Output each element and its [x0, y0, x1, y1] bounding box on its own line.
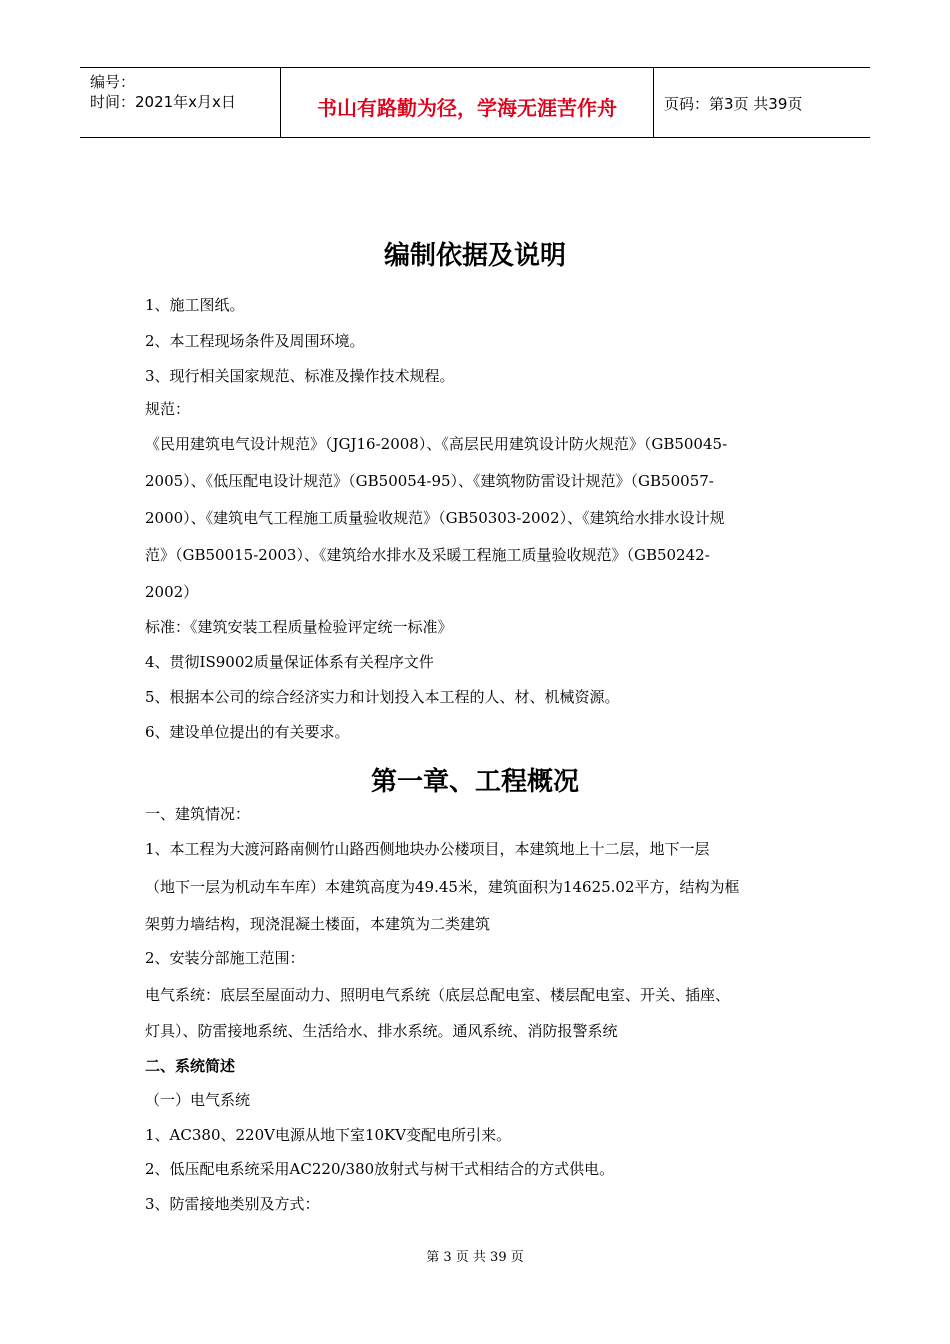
basis-line: 2005）、《低压配电设计规范》（GB50054-95）、《建筑物防雷设计规范》（GB50057-	[145, 472, 714, 490]
section-title: 二、系统简述	[145, 1057, 236, 1075]
basis-line: 2000）、《建筑电气工程施工质量验收规范》（GB50303-2002）、《建筑给水排水设计规	[145, 509, 725, 527]
systems-line: （一）电气系统	[145, 1091, 251, 1109]
header-meta-cell	[80, 68, 281, 137]
basis-line: 6、建设单位提出的有关要求。	[145, 723, 350, 741]
overview-line: （地下一层为机动车车库）本建筑高度为49.45米，建筑面积为14625.02平方，结构为框	[145, 878, 740, 896]
overview-line: 2、安装分部施工范围：	[145, 949, 305, 967]
basis-line: 规范：	[145, 400, 191, 418]
basis-line: 2、本工程现场条件及周围环境。	[145, 332, 365, 350]
overview-line: 架剪力墙结构，现浇混凝土楼面，本建筑为二类建筑	[145, 915, 491, 933]
systems-line: 3、防雷接地类别及方式：	[145, 1195, 320, 1213]
basis-line: 《民用建筑电气设计规范》（JGJ16-2008）、《高层民用建筑设计防火规范》（GB50045-	[145, 435, 728, 453]
header-page-cell	[654, 68, 870, 137]
overview-line: 一、建筑情况：	[145, 805, 251, 823]
overview-line: 灯具）、防雷接地系统、生活给水、排水系统。通风系统、消防报警系统	[145, 1022, 618, 1040]
basis-line: 范》（GB50015-2003）、《建筑给水排水及采暖工程施工质量验收规范》（GB50242-	[145, 546, 710, 564]
basis-line: 2002）	[145, 583, 199, 601]
time-label: 时间：2021年x月x日	[90, 93, 236, 111]
number-label: 编号：	[90, 73, 136, 91]
basis-line: 4、贯彻IS9002质量保证体系有关程序文件	[145, 653, 434, 671]
chapter-title: 第一章、工程概况	[370, 767, 579, 797]
motto: 书山有路勤为径，学海无涯苦作舟	[317, 96, 617, 120]
basis-line: 3、现行相关国家规范、标准及操作技术规程。	[145, 367, 455, 385]
systems-line: 1、AC380、220V电源从地下室10KV变配电所引来。	[145, 1126, 512, 1144]
basis-line: 标准：《建筑安装工程质量检验评定统一标准》	[145, 618, 453, 636]
overview-line: 1、本工程为大渡河路南侧竹山路西侧地块办公楼项目，本建筑地上十二层，地下一层	[145, 840, 710, 858]
page-info: 页码：第3页 共39页	[664, 95, 803, 113]
document-header	[80, 67, 870, 138]
overview-line: 电气系统：底层至屋面动力、照明电气系统（底层总配电室、楼层配电室、开关、插座、	[145, 986, 731, 1004]
page-footer: 第 3 页 共 39 页	[426, 1250, 524, 1265]
page-title: 编制依据及说明	[383, 241, 566, 271]
header-motto-cell	[281, 68, 654, 137]
basis-line: 5、根据本公司的综合经济实力和计划投入本工程的人、材、机械资源。	[145, 688, 620, 706]
basis-line: 1、施工图纸。	[145, 296, 245, 314]
systems-line: 2、低压配电系统采用AC220/380放射式与树干式相结合的方式供电。	[145, 1160, 615, 1178]
